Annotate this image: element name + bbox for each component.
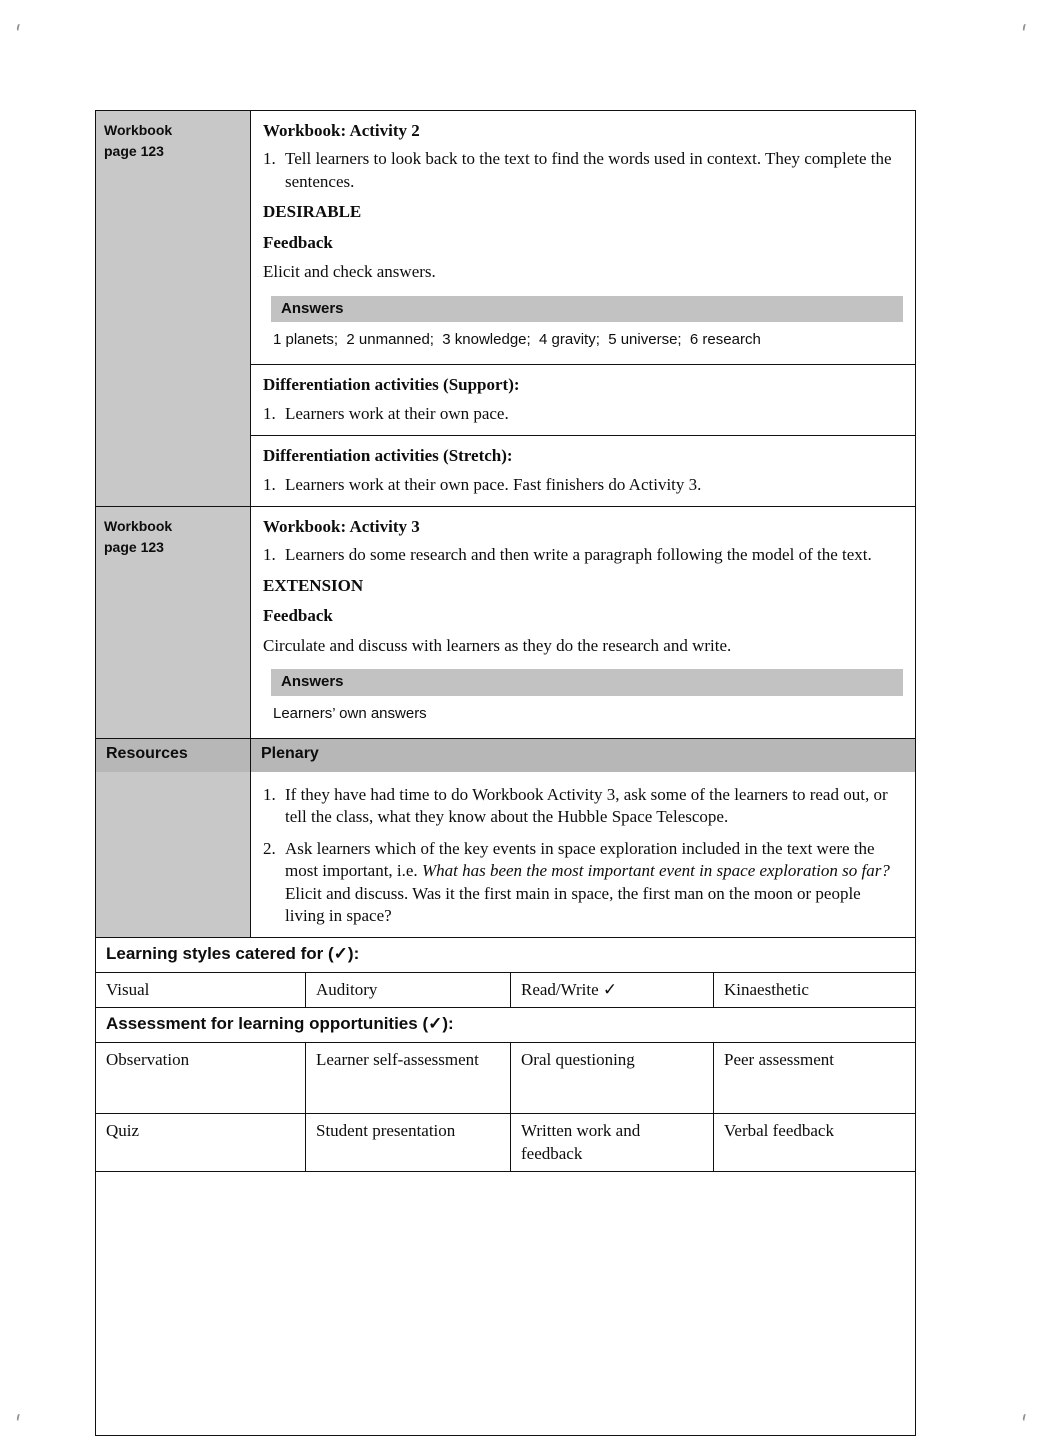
plenary-row [96,739,915,939]
list-item [263,474,903,496]
plenary-main [251,739,915,938]
activity3-section [251,507,915,738]
activity2-section [251,111,915,364]
list-number: 1. [263,474,276,494]
activity3-row [96,507,915,739]
answers-text: Learners’ own answers [273,704,427,722]
learning-styles-title-row [96,938,915,973]
list-item [263,544,903,566]
answers-bar: Answers [271,296,903,323]
learning-styles-title: Learning styles catered for (✓): [106,944,360,964]
activity-title: Workbook: Activity 3 [263,516,420,536]
activity2-main [251,111,915,506]
learning-styles-cells [96,973,915,1008]
list-item [263,838,903,928]
answers-bar: Answers [271,669,903,696]
list-text: Learners work at their own pace. [285,403,509,423]
differentiation-stretch-section [251,435,915,506]
sidebar-label-line1: Workbook [104,517,173,534]
assessment-written-work: Written work and feedback [511,1114,714,1170]
learning-style-readwrite: Read/Write ✓ [511,973,714,1007]
empty-notes-area [96,1172,915,1435]
plenary-header: Plenary [251,739,915,772]
activity2-row [96,111,915,507]
plenary-content [251,772,915,938]
learning-style-auditory: Auditory [306,973,511,1007]
crop-mark-bottom-left [16,1414,21,1422]
list-number: 1. [263,545,276,565]
level-label: EXTENSION [263,575,364,595]
assessment-cells-row1 [96,1043,915,1114]
assessment-verbal-feedback: Verbal feedback [724,1121,834,1141]
assessment-cells-row2 [96,1114,915,1171]
list-item [263,148,903,193]
feedback-text: Circulate and discuss with learners as they do the research and write. [263,635,732,655]
plenary-item2-post: Elicit and discuss. Was it the first main in space, the first man on the moon or people living in space? [285,883,861,925]
assessment-student-presentation: Student presentation [306,1114,511,1170]
resources-header: Resources [96,739,250,772]
assessment-self-assessment: Learner self-assessment [306,1043,511,1113]
activity3-sidebar [96,507,251,738]
level-label: DESIRABLE [263,202,362,222]
list-number: 1. [263,149,276,169]
assessment-observation: Observation [96,1043,306,1113]
list-text [285,838,903,928]
activity2-sidebar [96,111,251,506]
learning-style-kinaesthetic: Kinaesthetic [724,980,809,1000]
plenary-item2-italic: What has been the most important event in space exploration so far? [421,861,890,881]
list-text: Learners do some research and then write a paragraph following the model of the text. [285,545,872,565]
crop-mark-bottom-right [1022,1414,1027,1422]
list-number: 1. [263,403,276,423]
resources-cell [96,739,251,938]
answers-text: 1 planets; 2 unmanned; 3 knowledge; 4 gravity; 5 universe; 6 research [273,331,761,349]
feedback-text: Elicit and check answers. [263,262,436,282]
assessment-quiz: Quiz [96,1114,306,1170]
assessment-peer-assessment: Peer assessment [724,1050,835,1070]
sidebar-label-line1: Workbook [104,122,173,138]
differentiation-stretch-title: Differentiation activities (Stretch): [263,446,513,466]
activity-title: Workbook: Activity 2 [263,121,420,140]
sidebar-label-line2: page 123 [104,143,164,159]
list-text: Learners work at their own pace. Fast finishers do Activity 3. [285,474,702,494]
assessment-title-row [96,1008,915,1043]
lesson-plan-table [95,110,916,1436]
crop-mark-top-right [1022,24,1027,32]
list-text: Tell learners to look back to the text to find the words used in context. They complete the sentences. [285,149,892,191]
differentiation-support-title: Differentiation activities (Support): [263,375,520,395]
list-number: 2. [263,838,276,858]
list-item [263,784,903,829]
feedback-label: Feedback [263,232,333,252]
assessment-oral-questioning: Oral questioning [511,1043,714,1113]
assessment-title: Assessment for learning opportunities (✓): [106,1014,454,1034]
list-number: 1. [263,784,276,804]
activity3-main [251,507,915,738]
feedback-label: Feedback [263,606,333,626]
sidebar-label-line2: page 123 [104,538,164,555]
crop-mark-top-left [16,24,21,32]
list-item [263,403,903,425]
differentiation-support-section [251,364,915,435]
list-text: If they have had time to do Workbook Activity 3, ask some of the learners to read out, or tell the class, what they know about the Hubble Space Telescope. [285,784,888,827]
learning-style-visual: Visual [96,973,306,1007]
plenary-item2-pre: Ask learners which of the key events in space exploration included in the text were the most important, i.e. [285,838,875,881]
